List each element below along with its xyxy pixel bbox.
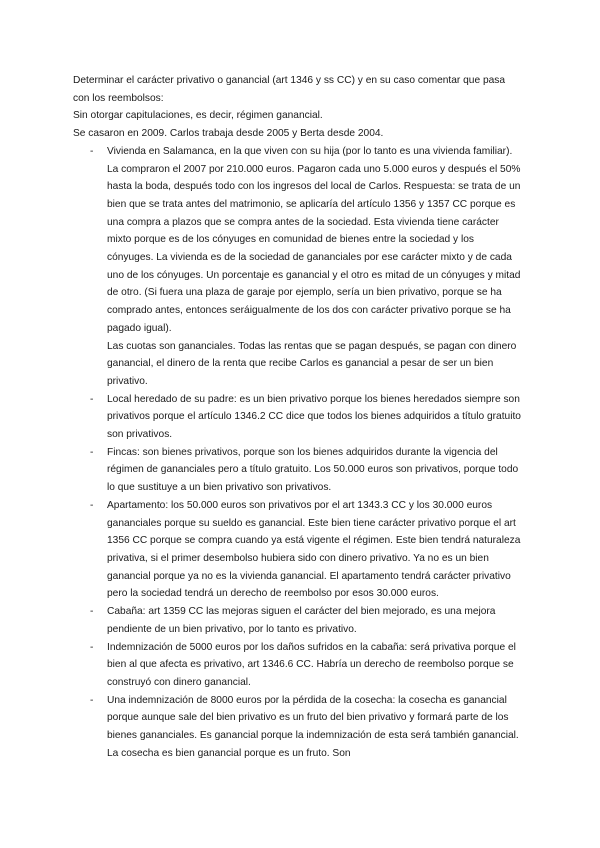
intro-section bbox=[73, 72, 523, 143]
list-item-local bbox=[73, 391, 523, 444]
dates-paragraph: Se casaron en 2009. Carlos trabaja desde 2005 y Berta desde 2004. bbox=[73, 128, 384, 140]
list-item-apartamento bbox=[73, 497, 523, 603]
list-item-text: - Apartamento: los 50.000 euros son privativos por el art 1343.3 CC y los 30.000 euros gananciales porque su sueldo es ganancial. Este bien tiene carácter privativo porque el art 1356 CC porque se compra cuando ya está vigente el régimen. Este bien tendrá naturaleza privativa, si el primer desembolso hubiera sido con dinero privativo. Ya no es un bien ganancial porque ya no es la vivienda ganancial. El apartamento tendrá carácter privativo pero la sociedad tendrá un derecho de reembolso por esos 30.000 euros. bbox=[107, 499, 521, 600]
list-item-cabana bbox=[73, 603, 523, 638]
answer-list bbox=[73, 143, 523, 763]
list-item-text: - Local heredado de su padre: es un bien privativo porque los bienes heredados siempre son privativos porque el artículo 1346.2 CC dice que todos los bienes adquiridos a título gratuito son privativos. bbox=[107, 393, 521, 441]
list-item-text: - Fincas: son bienes privativos, porque son los bienes adquiridos durante la vigencia del régimen de gananciales pero a título gratuito. Los 50.000 euros son privativos, porque todo lo que sustituye a un bien privativo son privativos. bbox=[107, 446, 519, 494]
list-item-indemnizacion-cosecha bbox=[73, 692, 523, 763]
list-item-text: - Una indemnización de 8000 euros por la pérdida de la cosecha: la cosecha es ganancial porque aunque sale del bien privativo es un fruto del bien privativo y formará parte de los bienes gananciales. Es ganancial porque la indemnización de esta será también ganancial. La cosecha es bien ganancial porque es un fruto. Son bbox=[107, 694, 519, 759]
list-item-text: Las cuotas son gananciales. Todas las rentas que se pagan después, se pagan con dinero ganancial, el dinero de la renta que recibe Carlos es ganancial a pesar de ser un bien privativo. bbox=[107, 340, 517, 387]
list-item-indemnizacion-cabana bbox=[73, 639, 523, 692]
list-item-text: - Cabaña: art 1359 CC las mejoras siguen el carácter del bien mejorado, es una mejora pendiente de un bien privativo, por lo tanto es privativo. bbox=[107, 606, 496, 635]
regime-paragraph: Sin otorgar capitulaciones, es decir, régimen ganancial. bbox=[73, 110, 323, 122]
list-item-fincas bbox=[73, 444, 523, 497]
list-item-text: - Indemnización de 5000 euros por los daños sufridos en la cabaña: será privativa porque el bien al que afecta es privativo, art 1346.6 CC. Habría un derecho de reembolso porque se construyó con dinero ganancial. bbox=[107, 641, 516, 688]
list-item-vivienda bbox=[73, 143, 523, 391]
list-item-text: - Vivienda en Salamanca, en la que viven con su hija (por lo tanto es una vivienda familiar). La compraron el 2007 por 210.000 euros. Pagaron cada uno 5.000 euros y después el 50% hasta la boda, después todo con los ingresos del local de Carlos. Respuesta: se trata de un bien que se trata antes del matrimonio, se aplicaría del artículo 1356 y 1357 CC porque es una compra a plazos que se compra antes de la sociedad. Esta vivienda tiene carácter mixto porque es de los cónyuges en comunidad de bienes entre la sociedad y los cónyuges. La vivienda es de la sociedad de gananciales por ese carácter mixto y de cada uno de los cónyuges. Un porcentaje es ganancial y el otro es mitad de un cónyuges y mitad de otro. (Si fuera una plaza de garaje por ejemplo, sería un bien privativo, porque se ha comprado antes, entonces seráigualmente de los dos con carácter privativo porque se ha pagado igual). bbox=[107, 145, 521, 334]
question-paragraph: Determinar el carácter privativo o ganancial (art 1346 y ss CC) y en su caso comentar que pasa con los reembolsos: bbox=[73, 75, 506, 104]
document-body bbox=[73, 72, 523, 762]
